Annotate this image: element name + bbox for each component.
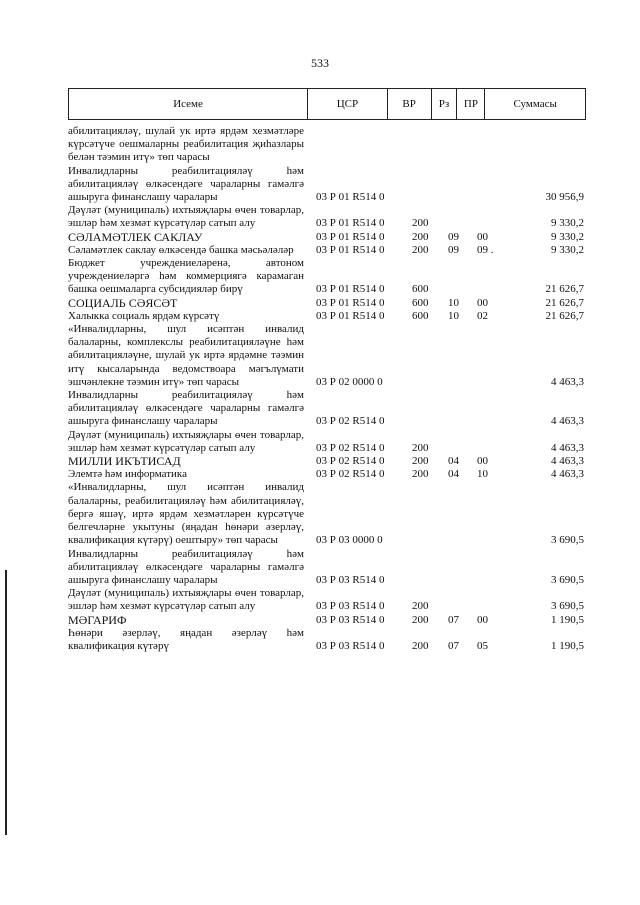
table-row: [68, 231, 586, 244]
table-row: [68, 310, 586, 323]
table-row: [68, 455, 586, 468]
margin-rule: [5, 570, 7, 835]
row-pr: 02: [477, 309, 488, 322]
row-pr: 10: [477, 468, 488, 481]
row-name: Дəүлəт (муниципаль) ихтыяҗлары өчен товарлар, эшлəр һəм хезмəт күрсəтүлəр сатып алу: [68, 204, 304, 230]
header-name: Исеме: [69, 89, 308, 119]
row-pr: 00: [477, 455, 488, 468]
row-sum: 1 190,5: [551, 613, 584, 626]
row-name: МИЛЛИ ИКЪТИСАД: [68, 454, 181, 469]
table-row: [68, 244, 586, 257]
row-pr: 09 .: [477, 243, 494, 256]
table-row: [68, 165, 586, 205]
row-name: СОЦИАЛЬ СƏЯСƏТ: [68, 295, 178, 310]
row-csr: 03 Р 02 R514 0: [316, 455, 385, 468]
row-sum: 9 330,2: [551, 243, 584, 256]
row-name: Сəламəтлек саклау өлкəсендə башка мəсьəлəлəр: [68, 243, 294, 256]
header-vr: ВР: [388, 89, 432, 119]
row-name: Һөнəри əзерлəү, яңадан əзерлəү һəм квалификация күтəрү: [68, 626, 304, 652]
row-csr: 03 Р 03 R514 0: [316, 573, 385, 586]
row-csr: 03 Р 01 R514 0: [316, 191, 385, 204]
row-vr: 200: [412, 217, 429, 230]
row-sum: 1 190,5: [551, 639, 584, 652]
row-csr: 03 Р 01 R514 0: [316, 230, 385, 243]
row-sum: 21 626,7: [545, 309, 584, 322]
row-values: [68, 283, 586, 296]
row-values: [68, 151, 586, 164]
row-sum: 4 463,3: [551, 415, 584, 428]
row-name: «Инвалидларны, шул исəптəн инвалид балаларны, реабилитациялəү һəм абилитациялəү, бергə яшəү, иртə ярдəм хезмəтлəрен күрсəтүче белгечлəрне укытуны (яңадан һөнəри əзерлəү, квалификация күтəрү) оештыру» төп чарасы: [68, 481, 304, 547]
row-csr: 03 Р 02 R514 0: [316, 468, 385, 481]
row-sum: 9 330,2: [551, 230, 584, 243]
header-sum: Суммасы: [513, 98, 557, 110]
table-row: [68, 429, 586, 455]
row-name: Бюджет учреждениелəренə, автоном учреждениелəргə һəм коммерциягə карамаган башка оешмаларга субсидиялəр бирү: [68, 257, 304, 296]
row-sum: 3 690,5: [551, 573, 584, 586]
table-row: [68, 468, 586, 481]
row-values: [68, 415, 586, 428]
row-rz: 09: [448, 230, 459, 243]
row-csr: 03 Р 02 R514 0: [316, 441, 385, 454]
row-vr: 200: [412, 230, 429, 243]
row-name: «Инвалидларны, шул исəптəн инвалид балаларны, комплекслы реабилитациялəүне һəм абилитациялəүне, шулай ук иртə ярдəмне тəэмин итү кысаларында ведомствоара мəгълүмати эшчəнлекне тəэмин итү» төп чарасы: [68, 323, 304, 388]
row-pr: 00: [477, 296, 488, 309]
row-name: абилитациялəү, шулай ук иртə ярдəм хезмəтлəре күрсəтүче оешмаларны реабилитация җиһазлары белəн тəэмин итү» төп чарасы: [68, 125, 304, 164]
table-row: [68, 323, 586, 389]
budget-table-body: [68, 125, 586, 653]
row-csr: 03 Р 02 0000 0: [316, 375, 383, 388]
row-vr: 200: [412, 600, 429, 613]
row-vr: 600: [412, 309, 429, 322]
row-name: Инвалидларны реабилитациялəү һəм абилитациялəү өлкəсендəге чараларны гамəлгə ашыруга финанслашу чаралары: [68, 389, 304, 428]
row-rz: 07: [448, 613, 459, 626]
row-values: [68, 600, 586, 613]
row-name: Инвалидларны реабилитациялəү һəм абилитациялəү өлкəсендəге чараларны гамəлгə ашыруга финанслашу чаралары: [68, 164, 304, 204]
row-values: [68, 614, 586, 627]
row-sum: 3 690,5: [551, 534, 584, 547]
table-row: [68, 257, 586, 297]
table-row: [68, 481, 586, 547]
row-vr: 200: [412, 441, 429, 454]
row-pr: 00: [477, 613, 488, 626]
row-values: [68, 297, 586, 310]
row-vr: 200: [412, 468, 429, 481]
row-vr: 600: [412, 283, 429, 296]
row-rz: 04: [448, 468, 459, 481]
table-row: [68, 297, 586, 310]
table-row: [68, 125, 586, 165]
row-sum: 3 690,5: [551, 600, 584, 613]
row-csr: 03 Р 03 R514 0: [316, 639, 385, 652]
row-name: Дəүлəт (муниципаль) ихтыяҗлары өчен товарлар, эшлəр һəм хезмəт күрсəтүлəр сатып алу: [68, 428, 304, 454]
row-rz: 09: [448, 243, 459, 256]
row-csr: 03 Р 01 R514 0: [316, 243, 385, 256]
table-row: [68, 204, 586, 230]
row-vr: 200: [412, 243, 429, 256]
row-csr: 03 Р 03 0000 0: [316, 534, 383, 547]
row-rz: 04: [448, 455, 459, 468]
row-csr: 03 Р 02 R514 0: [316, 415, 385, 428]
row-values: [68, 574, 586, 587]
row-vr: 600: [412, 296, 429, 309]
row-vr: 200: [412, 613, 429, 626]
row-sum: 4 463,3: [551, 455, 584, 468]
row-values: [68, 217, 586, 230]
row-rz: 10: [448, 296, 459, 309]
page-number: 533: [311, 56, 329, 70]
row-rz: 10: [448, 309, 459, 322]
row-sum: 21 626,7: [545, 283, 584, 296]
table-row: [68, 587, 586, 613]
row-name: Дəүлəт (муниципаль) ихтыяҗлары өчен товарлар, эшлəр һəм хезмəт күрсəтүлəр сатып алу: [68, 587, 304, 613]
row-values: [68, 310, 586, 323]
row-sum: 4 463,3: [551, 441, 584, 454]
table-row: [68, 627, 586, 653]
header-rz: Рз: [432, 89, 458, 119]
row-values: [68, 376, 586, 389]
row-csr: 03 Р 01 R514 0: [316, 283, 385, 296]
table-header: [68, 88, 586, 120]
row-name: Инвалидларны реабилитациялəү һəм абилитациялəү өлкəсендəге чараларны гамəлгə ашыруга финанслашу чаралары: [68, 547, 304, 586]
row-vr: 200: [412, 455, 429, 468]
row-values: [68, 468, 586, 481]
row-sum: 30 956,9: [545, 191, 584, 204]
row-values: [68, 455, 586, 468]
row-pr: 05: [477, 639, 488, 652]
row-values: [68, 244, 586, 257]
row-csr: 03 Р 03 R514 0: [316, 613, 385, 626]
row-csr: 03 Р 01 R514 0: [316, 217, 385, 230]
row-pr: 00: [477, 230, 488, 243]
row-name: Халыкка социаль ярдəм күрсəтү: [68, 309, 220, 322]
row-sum: 4 463,3: [551, 375, 584, 388]
table-row: [68, 389, 586, 429]
row-values: [68, 534, 586, 547]
row-sum: 21 626,7: [545, 296, 584, 309]
row-csr: 03 Р 01 R514 0: [316, 309, 385, 322]
table-row: [68, 614, 586, 627]
row-values: [68, 191, 586, 204]
header-csr: ЦСР: [308, 89, 388, 119]
row-sum: 4 463,3: [551, 468, 584, 481]
row-name: МƏГАРИФ: [68, 612, 127, 627]
row-values: [68, 640, 586, 653]
header-pr: ПР: [457, 89, 485, 119]
row-sum: 9 330,2: [551, 217, 584, 230]
row-csr: 03 Р 01 R514 0: [316, 296, 385, 309]
table-row: [68, 548, 586, 588]
row-rz: 07: [448, 639, 459, 652]
row-name: Элемтə һəм информатика: [68, 468, 187, 481]
row-name: СƏЛАМƏТЛЕК САКЛАУ: [68, 229, 203, 244]
row-values: [68, 231, 586, 244]
row-vr: 200: [412, 639, 429, 652]
row-csr: 03 Р 03 R514 0: [316, 600, 385, 613]
